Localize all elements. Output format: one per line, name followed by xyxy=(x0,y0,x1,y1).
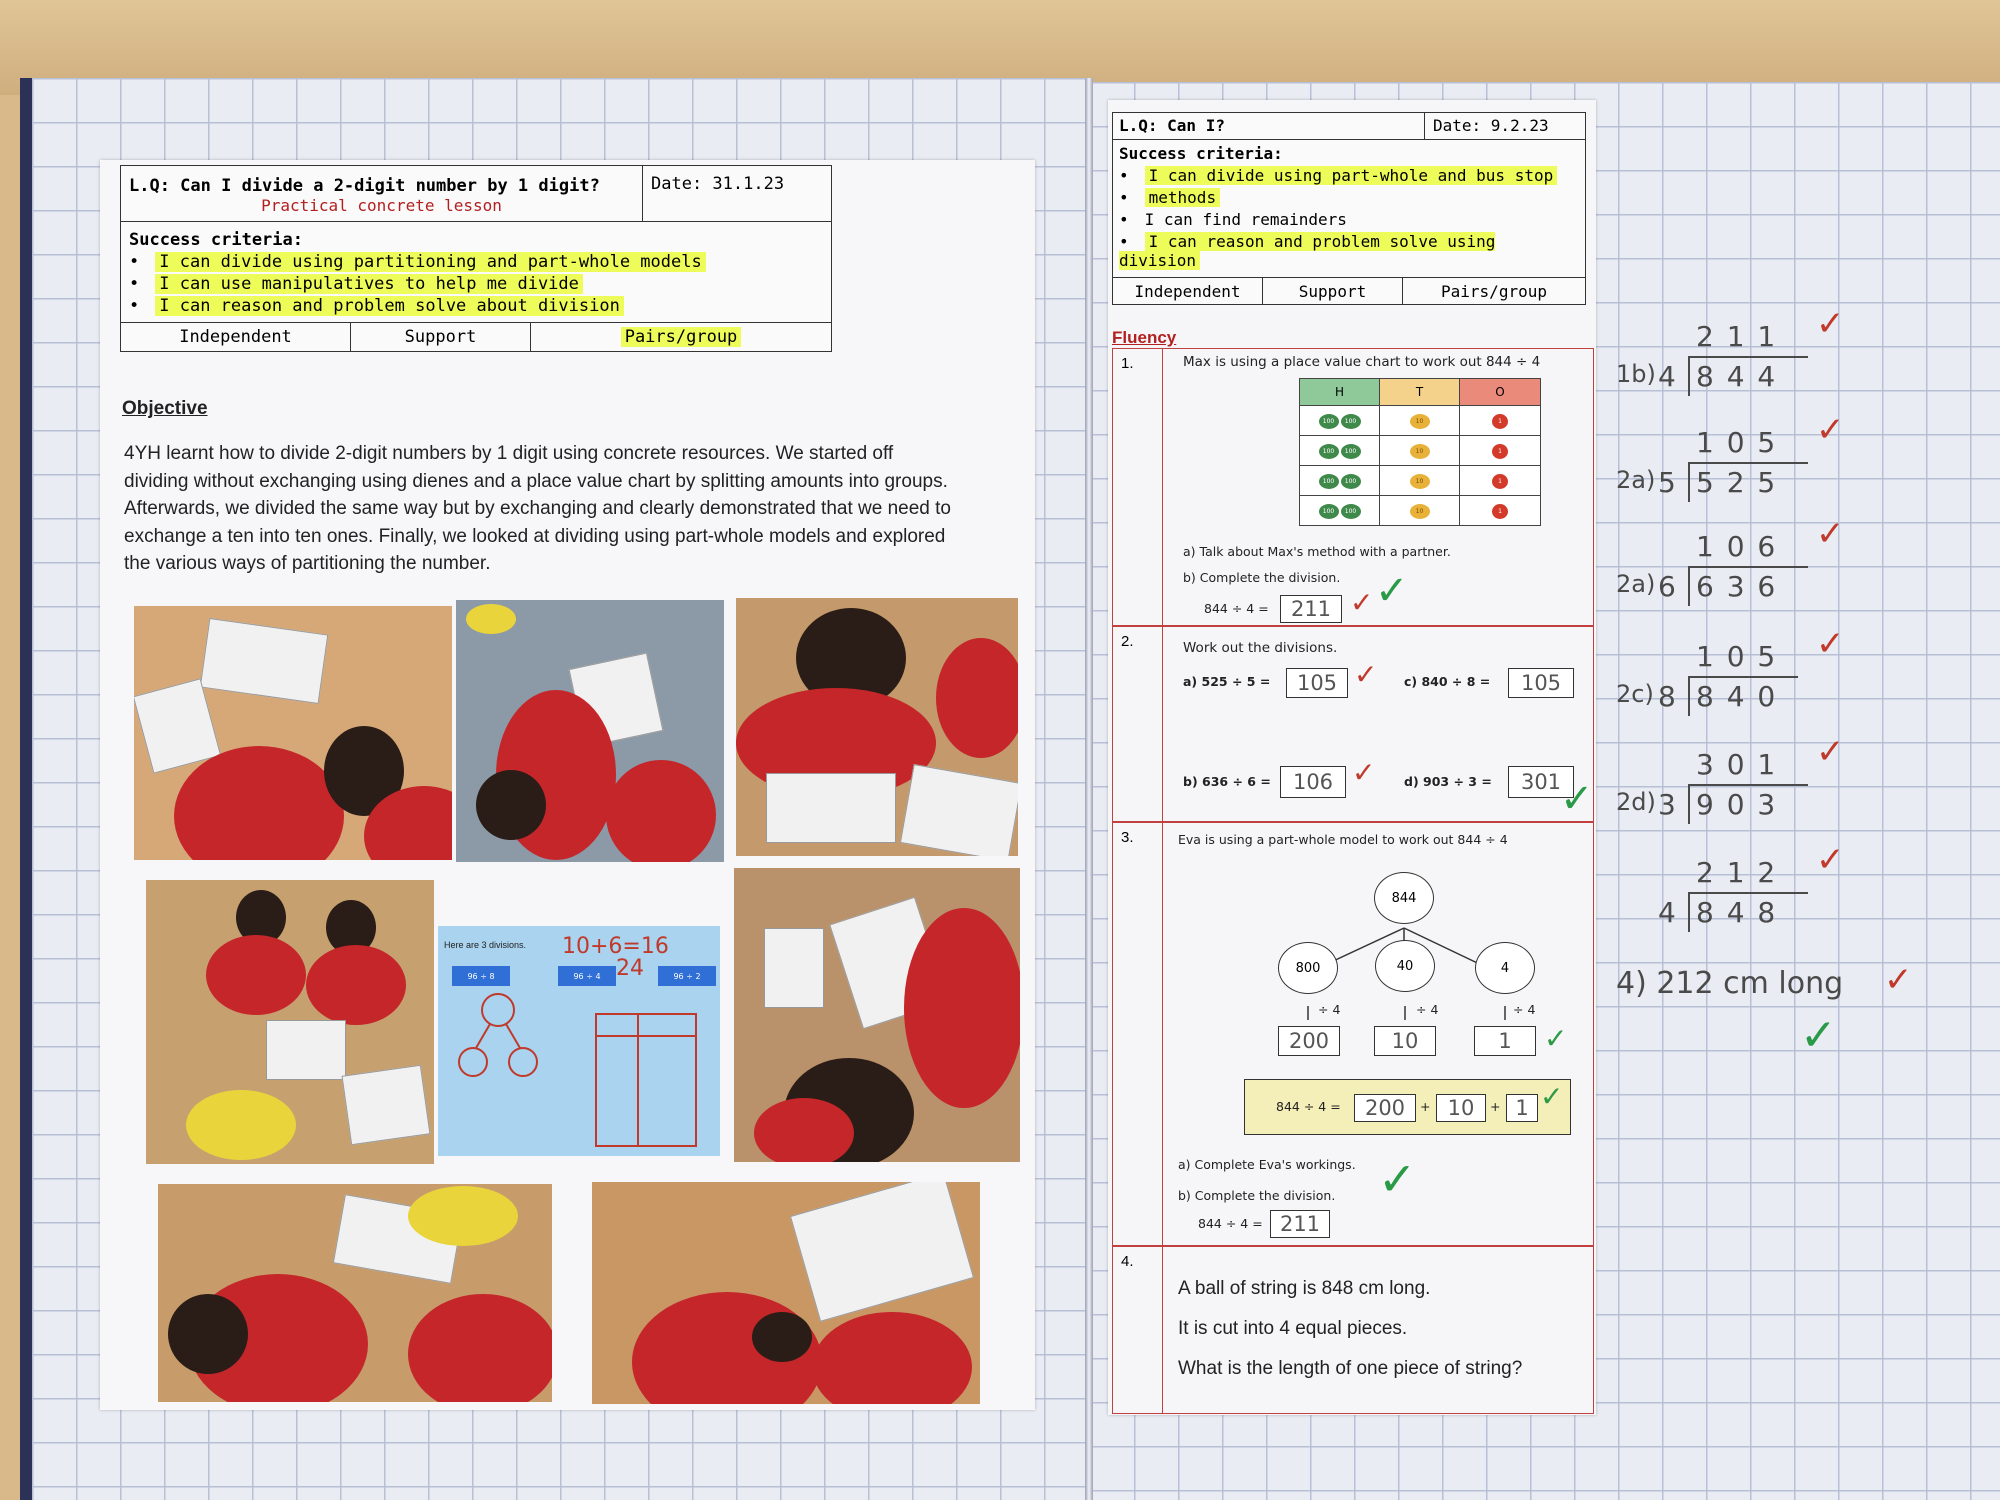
grouping-row xyxy=(121,323,831,351)
q1b: b) Complete the division. xyxy=(1183,570,1341,585)
grouping-row xyxy=(1113,278,1585,304)
dividend: 8 4 0 xyxy=(1696,680,1778,713)
tick-icon: ✓ xyxy=(1352,756,1376,789)
q3-text: Eva is using a part-whole model to work out 844 ÷ 4 xyxy=(1178,832,1508,847)
quotient: 1 0 5 xyxy=(1696,426,1778,459)
place-value-chart: H T O 100 100 10 1 100 100 10 1 100 100 10 1 100 100 10 1 xyxy=(1299,378,1541,526)
divide-label: ÷ 4 xyxy=(1513,1002,1536,1017)
question-label: 2a) xyxy=(1616,570,1656,598)
dividend: 6 3 6 xyxy=(1696,570,1778,603)
board-writing: 24 xyxy=(616,956,644,981)
tick-icon: ✓ xyxy=(1560,776,1594,822)
tick-icon: ✓ xyxy=(1378,1152,1417,1206)
quotient: 2 1 2 xyxy=(1696,856,1778,889)
question-4: 4. xyxy=(1112,1246,1594,1414)
grouping-support: Support xyxy=(1263,278,1403,304)
q2a: a) 525 ÷ 5 = xyxy=(1183,674,1271,689)
q4-handwritten-answer: 4) 212 cm long xyxy=(1616,966,1844,1001)
tick-icon: ✓ xyxy=(1816,840,1845,880)
board-box: 96 ÷ 4 xyxy=(558,966,616,986)
q4-line: A ball of string is 848 cm long. xyxy=(1178,1278,1431,1299)
criteria-item: • I can find remainders xyxy=(1119,210,1579,229)
q1a: a) Talk about Max's method with a partner. xyxy=(1183,544,1451,559)
divisor: 8 xyxy=(1658,680,1676,713)
board-drawing xyxy=(438,926,720,1156)
q2b-answer-box[interactable]: 106 xyxy=(1280,766,1346,798)
grouping-support: Support xyxy=(351,323,531,351)
q1-equation: 844 ÷ 4 = xyxy=(1204,601,1269,616)
quotient: 2 1 1 xyxy=(1696,320,1778,353)
q2d-answer-box[interactable]: 301 xyxy=(1508,766,1574,798)
dividend: 8 4 8 xyxy=(1696,896,1778,929)
whole-node: 844 xyxy=(1374,872,1434,924)
criteria-item: • methods xyxy=(1119,188,1579,207)
question-2: 2. xyxy=(1112,626,1594,822)
learning-question: L.Q: Can I? xyxy=(1113,113,1425,139)
left-lesson-header xyxy=(120,165,832,352)
classroom-photo xyxy=(158,1184,552,1402)
tick-icon: ✓ xyxy=(1816,514,1845,554)
tick-icon: ✓ xyxy=(1884,960,1913,1000)
part-answer-box[interactable]: 10 xyxy=(1374,1026,1436,1056)
quotient: 1 0 6 xyxy=(1696,530,1778,563)
q2d: d) 903 ÷ 3 = xyxy=(1404,774,1492,789)
whiteboard-photo: Here are 3 divisions. 96 ÷ 8 96 ÷ 4 96 ÷ 2 10+6=16 24 xyxy=(438,926,720,1156)
grouping-independent: Independent xyxy=(121,323,351,351)
lesson-date: Date: 9.2.23 xyxy=(1433,116,1549,135)
criteria-item: • I can reason and problem solve using division xyxy=(1119,232,1579,270)
board-box: 96 ÷ 2 xyxy=(658,966,716,986)
question-label: 2a) xyxy=(1616,466,1656,494)
q3-equation: 844 ÷ 4 = xyxy=(1198,1216,1263,1231)
bus-stop-bracket xyxy=(1688,892,1808,932)
part-answer-box[interactable]: 200 xyxy=(1278,1026,1340,1056)
summary-equation: 844 ÷ 4 = xyxy=(1276,1099,1341,1114)
tick-icon: ✓ xyxy=(1816,410,1845,450)
criteria-item: • I can reason and problem solve about division xyxy=(129,296,823,316)
quotient: 3 0 1 xyxy=(1696,748,1778,781)
q1-text: Max is using a place value chart to work out 844 ÷ 4 xyxy=(1183,354,1541,370)
tick-icon: ✓ xyxy=(1354,658,1378,691)
tick-icon: ✓ xyxy=(1350,586,1374,619)
fluency-heading: Fluency xyxy=(1112,328,1177,347)
q2b: b) 636 ÷ 6 = xyxy=(1183,774,1271,789)
q3-answer-box[interactable]: 211 xyxy=(1270,1210,1330,1238)
divisor: 4 xyxy=(1658,360,1676,393)
bus-stop-bracket xyxy=(1688,566,1808,606)
question-3: 3. xyxy=(1112,822,1594,1246)
objective-title: Objective xyxy=(122,398,208,419)
sum-answer-box[interactable]: 1 xyxy=(1506,1094,1538,1122)
tick-icon: ✓ xyxy=(1544,1022,1568,1055)
classroom-photo xyxy=(146,880,434,1164)
book-spine xyxy=(1085,78,1093,1500)
q2-text: Work out the divisions. xyxy=(1183,640,1338,656)
classroom-photo xyxy=(456,600,724,862)
classroom-photo xyxy=(134,606,452,860)
divisor: 3 xyxy=(1658,788,1676,821)
bus-stop-bracket xyxy=(1688,462,1808,502)
question-1: 1. xyxy=(1112,348,1594,626)
dividend: 9 0 3 xyxy=(1696,788,1778,821)
success-criteria: Success criteria: • I can divide using partitioning and part-whole models • I can use manipulatives to help me divide • I can reason and problem solve about division xyxy=(121,222,831,323)
part-node: 800 xyxy=(1278,942,1338,994)
criteria-item: • I can divide using partitioning and part-whole models xyxy=(129,252,823,272)
q2a-answer-box[interactable]: 105 xyxy=(1286,668,1348,698)
criteria-item: • I can divide using part-whole and bus stop xyxy=(1119,166,1579,185)
q3a: a) Complete Eva's workings. xyxy=(1178,1157,1356,1172)
grouping-pairs: Pairs/group xyxy=(1441,281,1547,301)
q2c: c) 840 ÷ 8 = xyxy=(1404,674,1491,689)
success-criteria: Success criteria: • I can divide using part-whole and bus stop • methods • I can find remainders • I can reason and problem solve using division xyxy=(1113,140,1585,278)
board-box: 96 ÷ 8 xyxy=(452,966,510,986)
dividend: 5 2 5 xyxy=(1696,466,1778,499)
part-answer-box[interactable]: 1 xyxy=(1474,1026,1536,1056)
question-label: 2c) xyxy=(1616,680,1654,708)
q4-line: What is the length of one piece of string? xyxy=(1178,1358,1523,1379)
question-label: 1b) xyxy=(1616,360,1656,388)
tick-icon: ✓ xyxy=(1375,568,1409,614)
board-writing: 10+6=16 xyxy=(562,934,669,959)
q3b: b) Complete the division. xyxy=(1178,1188,1336,1203)
criteria-item: • I can use manipulatives to help me divide xyxy=(129,274,823,294)
divisor: 6 xyxy=(1658,570,1676,603)
dividend: 8 4 4 xyxy=(1696,360,1778,393)
divide-label: ÷ 4 xyxy=(1318,1002,1341,1017)
bus-stop-bracket xyxy=(1688,356,1808,396)
classroom-photo xyxy=(736,598,1018,856)
q2c-answer-box[interactable]: 105 xyxy=(1508,668,1574,698)
part-node: 40 xyxy=(1375,940,1435,992)
bus-stop-bracket xyxy=(1688,676,1798,716)
divisor: 5 xyxy=(1658,466,1676,499)
q4-line: It is cut into 4 equal pieces. xyxy=(1178,1318,1408,1339)
divide-label: ÷ 4 xyxy=(1416,1002,1439,1017)
q1-answer-box[interactable]: 211 xyxy=(1280,595,1342,623)
question-label: 2d) xyxy=(1616,788,1656,816)
part-node: 4 xyxy=(1475,942,1535,994)
tick-icon: ✓ xyxy=(1540,1080,1564,1113)
sum-answer-box[interactable]: 200 xyxy=(1354,1094,1416,1122)
objective-text: 4YH learnt how to divide 2-digit numbers by 1 digit using concrete resources. We started off dividing without exchanging using dienes and a place value chart by splitting amounts into groups. Afterwards, we divided the same way but by exchanging and clearly demonstrated that we need to exchange a ten into ten ones. Finally, we looked at dividing using part-whole models and explored the various ways of partitioning the number. xyxy=(124,443,951,574)
plus-sign: + xyxy=(1490,1099,1501,1114)
plus-sign: + xyxy=(1420,1099,1431,1114)
tick-icon: ✓ xyxy=(1800,1010,1837,1061)
grouping-independent: Independent xyxy=(1113,278,1263,304)
lesson-type: Practical concrete lesson xyxy=(261,196,502,215)
tick-icon: ✓ xyxy=(1816,732,1845,772)
classroom-photo xyxy=(592,1182,980,1404)
classroom-photo xyxy=(734,868,1020,1162)
lesson-date: Date: 31.1.23 xyxy=(651,174,785,194)
grouping-pairs: Pairs/group xyxy=(531,323,831,351)
tick-icon: ✓ xyxy=(1816,304,1845,344)
sum-answer-box[interactable]: 10 xyxy=(1436,1094,1486,1122)
learning-question: L.Q: Can I divide a 2-digit number by 1 digit? Practical concrete lesson xyxy=(121,166,643,221)
divisor: 4 xyxy=(1658,896,1676,929)
quotient: 1 0 5 xyxy=(1696,640,1778,673)
bus-stop-bracket xyxy=(1688,784,1808,824)
right-lesson-header xyxy=(1112,112,1586,305)
tick-icon: ✓ xyxy=(1816,624,1845,664)
